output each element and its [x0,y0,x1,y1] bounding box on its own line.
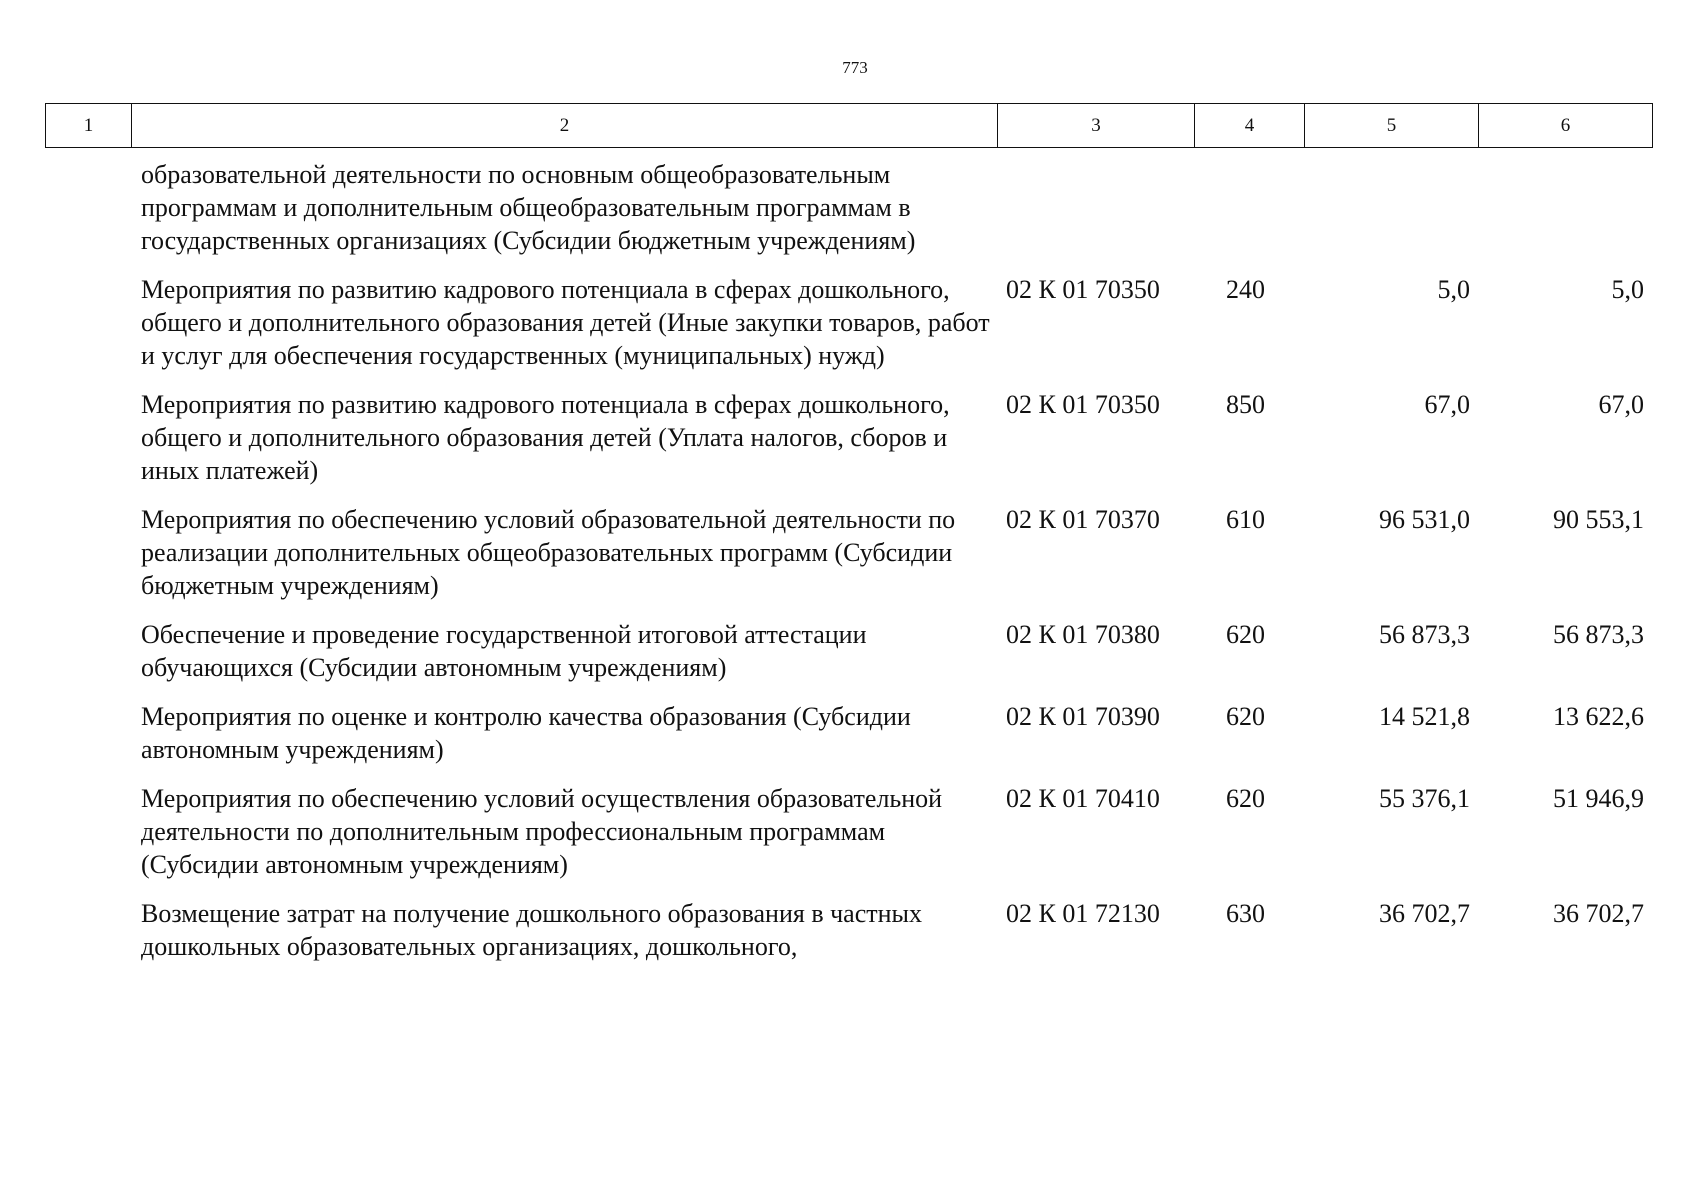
table-row [45,503,1652,618]
row-expense-group: 620 [1226,620,1265,649]
header-cell-5: 5 [1305,104,1479,148]
budget-table [45,158,1652,979]
row-amount-6: 36 702,7 [1553,899,1644,928]
row-target-code: 02 К 01 70350 [1006,390,1160,419]
table-row [45,700,1652,782]
row-amount-5: 36 702,7 [1379,899,1470,928]
row-amount-6: 67,0 [1598,390,1644,419]
column-number-header [45,103,1653,148]
row-description: Мероприятия по развитию кадрового потенциала в сферах дошкольного, общего и дополнительного образования детей (Иные закупки товаров, работ и услуг для обеспечения государственных (муниципальных) нужд) [141,275,990,370]
header-row [46,104,1653,148]
table-row [45,782,1652,897]
row-target-code: 02 К 01 70390 [1006,702,1160,731]
row-amount-5: 55 376,1 [1379,784,1470,813]
row-expense-group: 240 [1226,275,1265,304]
row-expense-group: 610 [1226,505,1265,534]
header-cell-3: 3 [998,104,1195,148]
row-amount-6: 90 553,1 [1553,505,1644,534]
row-target-code: 02 К 01 72130 [1006,899,1160,928]
table-row [45,388,1652,503]
row-description: образовательной деятельности по основным общеобразовательным программам и дополнительным общеобразовательным программам в государственных организациях (Субсидии бюджетным учреждениям) [141,160,916,255]
header-cell-4: 4 [1195,104,1305,148]
row-amount-5: 5,0 [1437,275,1470,304]
row-amount-6: 56 873,3 [1553,620,1644,649]
table-row [45,897,1652,979]
row-target-code: 02 К 01 70380 [1006,620,1160,649]
row-expense-group: 850 [1226,390,1265,419]
row-amount-5: 67,0 [1424,390,1470,419]
row-amount-6: 13 622,6 [1553,702,1644,731]
row-description: Обеспечение и проведение государственной итоговой аттестации обучающихся (Субсидии автономным учреждениям) [141,620,867,682]
header-cell-6: 6 [1479,104,1653,148]
row-description: Мероприятия по обеспечению условий образовательной деятельности по реализации дополнительных общеобразовательных программ (Субсидии бюджетным учреждениям) [141,505,956,600]
row-description: Мероприятия по оценке и контролю качества образования (Субсидии автономным учреждениям) [141,702,911,764]
row-amount-5 [1304,158,1478,273]
row-expense-group: 630 [1226,899,1265,928]
row-target-code: 02 К 01 70350 [1006,275,1160,304]
row-amount-6: 5,0 [1611,275,1644,304]
row-target-code: 02 К 01 70370 [1006,505,1160,534]
row-target-code [997,158,1194,273]
table-row [45,618,1652,700]
table-row [45,158,1652,273]
row-target-code: 02 К 01 70410 [1006,784,1160,813]
page-number: 773 [842,58,868,77]
table-row [45,273,1652,388]
row-amount-5: 96 531,0 [1379,505,1470,534]
row-description: Мероприятия по обеспечению условий осуществления образовательной деятельности по дополнительным профессиональным программам (Субсидии автономным учреждениям) [141,784,943,879]
row-amount-5: 14 521,8 [1379,702,1470,731]
row-expense-group: 620 [1226,702,1265,731]
row-expense-group: 620 [1226,784,1265,813]
row-expense-group [1194,158,1304,273]
header-cell-2: 2 [132,104,998,148]
row-amount-5: 56 873,3 [1379,620,1470,649]
row-description: Возмещение затрат на получение дошкольного образования в частных дошкольных образовательных организациях, дошкольного, [141,899,923,961]
row-amount-6 [1478,158,1652,273]
row-description: Мероприятия по развитию кадрового потенциала в сферах дошкольного, общего и дополнительного образования детей (Уплата налогов, сборов и иных платежей) [141,390,950,485]
header-cell-1: 1 [46,104,132,148]
row-amount-6: 51 946,9 [1553,784,1644,813]
